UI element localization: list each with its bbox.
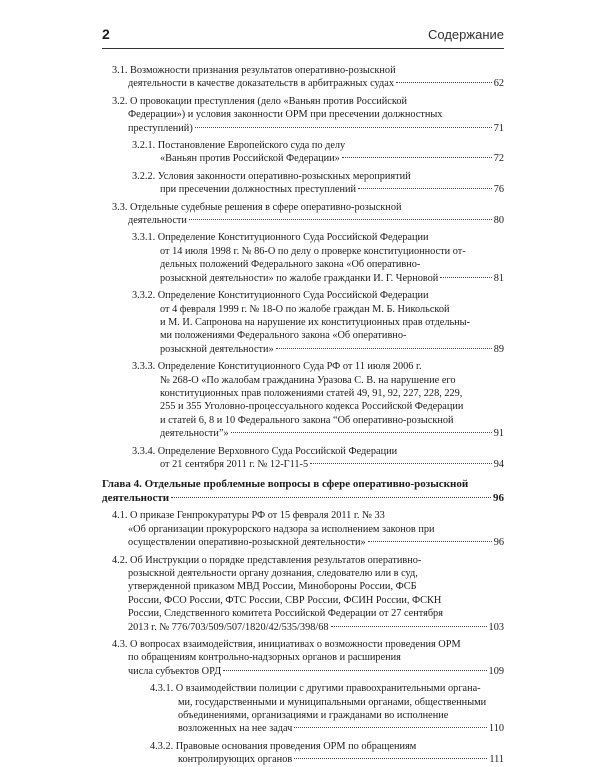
toc-entry[interactable]	[102, 64, 504, 91]
toc-entry-text-line: деятельности	[128, 215, 187, 227]
toc-dot-leader	[294, 727, 487, 728]
toc-entry[interactable]	[102, 740, 504, 767]
toc-entry-last-line	[132, 458, 504, 471]
toc-entry-text-line: ми, государственными и муниципальными органами, общественными	[178, 696, 487, 708]
toc-entry-text-line: Глава 4. Отдельные проблемные вопросы в сфере оперативно-розыскной	[102, 478, 469, 491]
toc-entry-last-line	[112, 214, 504, 227]
toc-dot-leader	[310, 463, 492, 464]
toc-entry-text-line: 3.1. Возможности признания результатов оперативно-розыскной	[112, 65, 396, 76]
toc-entry-text-line: 3.2. О провокации преступления (дело «Ваньян против Российской	[112, 95, 407, 107]
toc-entry-text-line: розыскной деятельности органу дознания, следователю или в суд,	[128, 568, 418, 579]
toc-entry-text-line: от 14 июля 1998 г. № 86-О по делу о проверке конституционности от-	[160, 245, 466, 257]
toc-entry-text-line: по обращениям контрольно-надзорных органов и расширения	[128, 652, 401, 664]
toc-entry-text-line: деятельности	[102, 492, 170, 505]
toc-entry-text-line: от 4 февраля 1999 г. № 18-О по жалобе граждан М. Б. Никольской	[160, 303, 450, 315]
toc-entry-last-line	[150, 722, 504, 735]
toc-entry[interactable]	[102, 201, 504, 228]
toc-entry[interactable]	[102, 509, 504, 549]
toc-dot-leader	[331, 626, 487, 627]
toc-dot-leader	[440, 277, 491, 278]
toc-entry[interactable]	[102, 360, 504, 440]
toc-entry[interactable]	[102, 139, 504, 166]
toc-entry-text-line: ми положениями Федерального закона «Об оперативно-	[160, 330, 407, 342]
toc-entry-text-line: 4.1. О приказе Генпрокуратуры РФ от 15 февраля 2011 г. № 33	[112, 510, 385, 522]
toc-entry-text-line: «Об организации прокурорского надзора за исполнением законов при	[128, 523, 435, 535]
toc-entry-text-line: числа субъектов ОРД	[128, 665, 222, 677]
toc-entry-text-line: 3.3.1. Определение Конституционного Суда Российской Федерации	[132, 232, 429, 244]
toc-entry-text-line: 3.3.2. Определение Конституционного Суда Российской Федерации	[132, 290, 429, 302]
toc-page-number: 109	[488, 665, 504, 677]
toc-page-number: 111	[489, 754, 504, 766]
toc-dot-leader	[276, 348, 492, 349]
page-number: 2	[102, 26, 110, 42]
toc-entry-last-line	[132, 183, 504, 196]
toc-entry-text-line: деятельности”»	[160, 428, 229, 440]
toc-entry-text-line: и М. И. Сапронова на нарушение их конституционных прав отдельны-	[160, 316, 471, 328]
toc-entry-last-line	[132, 427, 504, 440]
toc-entry-text-line: объединениями, организациями и гражданами во исполнение	[178, 710, 449, 722]
toc-entry-text-line: 3.3.4. Определение Верховного Суда Российской Федерации	[132, 445, 398, 457]
toc-page-number: 91	[493, 428, 504, 440]
toc-page-number: 62	[493, 78, 504, 90]
toc-chapter-entry[interactable]	[102, 477, 504, 505]
toc-entry[interactable]	[102, 638, 504, 678]
toc-entry-last-line	[132, 152, 504, 165]
toc-dot-leader	[189, 219, 492, 220]
toc-dot-leader	[368, 541, 492, 542]
toc-entry-text-line: деятельности в качестве доказательств в арбитражных судах	[128, 78, 394, 90]
table-of-contents	[102, 60, 504, 767]
toc-entry-text-line: Федерации») и условия законности ОРМ при пресечении должностных	[128, 109, 443, 121]
toc-entry-text-line: «Ваньян против Российской Федерации»	[160, 153, 340, 165]
toc-entry[interactable]	[102, 231, 504, 285]
toc-page-number: 76	[493, 184, 504, 196]
toc-entry-text-line: осуществлении оперативно-розыскной деятельности»	[128, 537, 366, 549]
toc-dot-leader	[396, 82, 492, 83]
toc-entry-last-line	[112, 621, 504, 634]
toc-entry-last-line	[112, 536, 504, 549]
toc-entry-text-line: 3.2.2. Условия законности оперативно-розыскных мероприятий	[132, 170, 411, 182]
toc-page-number: 80	[493, 215, 504, 227]
toc-entry[interactable]	[102, 170, 504, 197]
toc-page-number: 94	[493, 458, 504, 470]
toc-entry-text-line: конституционных прав положениями статей 49, 91, 92, 227, 228, 229,	[160, 387, 463, 399]
toc-entry-text-line: России, ФСО России, ФТС России, СВР России, ФСИН России, ФСКН	[128, 594, 442, 606]
page-header	[102, 26, 504, 49]
toc-entry-text-line: возложенных на нее задач	[178, 723, 293, 735]
toc-entry-last-line	[112, 665, 504, 678]
toc-entry-text-line: розыскной деятельности»	[160, 343, 274, 355]
toc-entry-text-line: 4.3. О вопросах взаимодействия, инициативах о возможности проведения ОРМ	[112, 639, 461, 651]
toc-entry-text-line: 2013 г. № 776/703/509/507/1820/42/535/398/68	[128, 621, 329, 633]
toc-entry-text-line: 3.3.3. Определение Конституционного Суда РФ от 11 июля 2006 г.	[132, 361, 422, 373]
toc-entry-text-line: и статей 6, 8 и 10 Федерального закона “Об оперативно-розыскной	[160, 414, 454, 426]
toc-entry-text-line: № 268-О «По жалобам гражданина Уразова С. В. на нарушение его	[160, 374, 456, 386]
toc-dot-leader	[294, 758, 487, 759]
toc-dot-leader	[231, 432, 492, 433]
toc-entry-text-line: 4.2. Об Инструкции о порядке представления результатов оперативно-	[112, 554, 422, 566]
toc-entry-text-line: утвержденной приказом МВД России, Минобороны России, ФСБ	[128, 581, 417, 593]
toc-dot-leader	[342, 157, 492, 158]
toc-entry[interactable]	[102, 289, 504, 356]
toc-entry-last-line	[132, 272, 504, 285]
section-title: Содержание	[428, 27, 504, 42]
toc-entry-text-line: дельных положений Федерального закона «Об оперативно-	[160, 259, 421, 271]
toc-entry-text-line: 3.2.1. Постановление Европейского суда по делу	[132, 140, 346, 152]
toc-page-number: 110	[488, 723, 504, 735]
toc-dot-leader	[223, 670, 486, 671]
toc-entry-last-line	[132, 343, 504, 356]
toc-entry[interactable]	[102, 682, 504, 736]
toc-page-number: 89	[493, 343, 504, 355]
toc-entry-text-line: розыскной деятельности» по жалобе гражданки И. Г. Черновой	[160, 272, 439, 284]
toc-entry-last-line	[112, 122, 504, 135]
toc-entry-last-line	[112, 77, 504, 90]
toc-page-number: 72	[493, 153, 504, 165]
toc-entry-last-line	[150, 753, 504, 766]
toc-page-number: 96	[493, 537, 504, 549]
toc-entry-text-line: 255 и 355 Уголовно-процессуального кодекса Российской Федерации	[160, 401, 464, 413]
toc-entry[interactable]	[102, 445, 504, 472]
toc-entry-text-line: России, Следственного комитета Российской Федерации от 27 сентября	[128, 608, 443, 620]
toc-page-number: 71	[493, 122, 504, 134]
toc-entry-text-line: контролирующих органов	[178, 754, 293, 766]
toc-page-number: 96	[493, 492, 504, 505]
toc-entry-text-line: 3.3. Отдельные судебные решения в сфере оперативно-розыскной	[112, 201, 402, 213]
toc-entry-last-line	[102, 491, 504, 505]
toc-entry[interactable]	[102, 554, 504, 634]
toc-dot-leader	[171, 497, 491, 498]
toc-page-number: 103	[488, 621, 504, 633]
toc-entry-text-line: 4.3.2. Правовые основания проведения ОРМ по обращениям	[150, 740, 417, 752]
toc-entry[interactable]	[102, 95, 504, 135]
toc-dot-leader	[358, 188, 492, 189]
toc-entry-text-line: при пресечении должностных преступлений	[160, 184, 357, 196]
toc-entry-text-line: от 21 сентября 2011 г. № 12-Г11-5	[160, 458, 309, 470]
toc-page-number: 81	[493, 272, 504, 284]
toc-entry-text-line: преступлений)	[128, 122, 193, 134]
toc-dot-leader	[195, 127, 492, 128]
toc-entry-text-line: 4.3.1. О взаимодействии полиции с другими правоохранительными органа-	[150, 683, 481, 695]
